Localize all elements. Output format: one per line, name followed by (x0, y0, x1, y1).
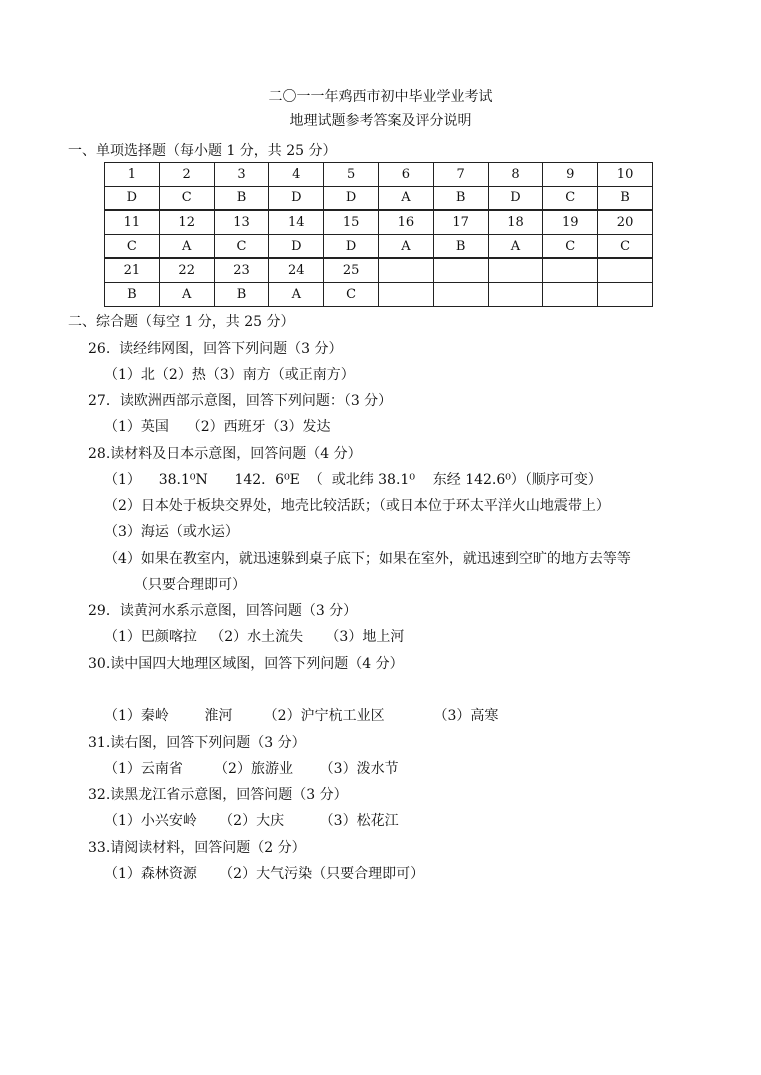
table-cell: 19 (543, 210, 598, 234)
table-row (105, 210, 653, 234)
doc-title: 二〇一一年鸡西市初中毕业学业考试 (268, 89, 493, 105)
table-cell: C (105, 234, 160, 258)
table-row (105, 258, 653, 282)
table-cell (543, 282, 598, 306)
table-cell: B (433, 186, 488, 210)
table-cell: 22 (159, 258, 214, 282)
table-cell: D (488, 186, 543, 210)
answer-table (104, 162, 653, 307)
table-cell: 17 (433, 210, 488, 234)
table-cell: A (159, 282, 214, 306)
table-cell (598, 258, 653, 282)
table-cell: 9 (543, 163, 598, 187)
table-cell: C (324, 282, 379, 306)
table-cell: A (159, 234, 214, 258)
table-cell: D (105, 186, 160, 210)
table-cell: 4 (269, 163, 324, 187)
table-cell: 14 (269, 210, 324, 234)
table-cell: 6 (378, 163, 433, 187)
section2-heading: 二、综合题（每空 1 分，共 25 分） (68, 314, 295, 330)
table-cell: 2 (159, 163, 214, 187)
table-cell: C (159, 186, 214, 210)
answer-31: （1）云南省 （2）旅游业 （3）泼水节 (104, 761, 399, 777)
answer-30: （1）秦岭 淮河 （2）沪宁杭工业区 （3）高寒 (104, 708, 499, 724)
table-cell: 10 (598, 163, 653, 187)
table-row (105, 282, 653, 306)
table-cell: C (543, 234, 598, 258)
answer-28-4: （4）如果在教室内，就迅速躲到桌子底下；如果在室外，就迅速到空旷的地方去等等 (104, 551, 631, 567)
section1-heading: 一、单项选择题（每小题 1 分，共 25 分） (68, 143, 337, 159)
answer-33: （1）森林资源 （2）大气污染（只要合理即可） (104, 866, 425, 882)
table-row (105, 234, 653, 258)
table-row (105, 163, 653, 187)
table-cell: C (598, 234, 653, 258)
answer-28-4-note: （只要合理即可） (134, 577, 246, 593)
answer-26: （1）北（2）热（3）南方（或正南方） (104, 367, 355, 383)
table-cell: 25 (324, 258, 379, 282)
answer-29: （1）巴颜喀拉 （2）水土流失 （3）地上河 (104, 629, 405, 645)
table-cell: B (105, 282, 160, 306)
table-cell: 20 (598, 210, 653, 234)
table-cell: 3 (214, 163, 269, 187)
table-cell: D (269, 234, 324, 258)
table-cell: 5 (324, 163, 379, 187)
table-cell (488, 282, 543, 306)
table-cell: A (269, 282, 324, 306)
table-cell (433, 258, 488, 282)
question-28: 28.读材料及日本示意图，回答问题（4 分） (88, 446, 362, 462)
question-29: 29．读黄河水系示意图，回答问题（3 分） (88, 603, 358, 619)
question-32: 32.读黑龙江省示意图，回答问题（3 分） (88, 787, 348, 803)
question-27: 27．读欧洲西部示意图，回答下列问题：（3 分） (88, 393, 393, 409)
table-cell (488, 258, 543, 282)
table-cell: D (324, 234, 379, 258)
table-cell: B (214, 282, 269, 306)
table-cell: A (378, 234, 433, 258)
answer-28-3: （3）海运（或水运） (104, 524, 239, 540)
table-cell: 11 (105, 210, 160, 234)
table-cell: D (324, 186, 379, 210)
table-cell: 23 (214, 258, 269, 282)
table-cell: 13 (214, 210, 269, 234)
answer-28-1: （1） 38.1⁰N 142．6⁰E （ 或北纬 38.1⁰ 东经 142.6⁰）（顺序可变） (104, 472, 602, 488)
table-cell: B (598, 186, 653, 210)
table-cell: 12 (159, 210, 214, 234)
table-cell (598, 282, 653, 306)
table-cell: 21 (105, 258, 160, 282)
table-cell: 8 (488, 163, 543, 187)
question-30: 30.读中国四大地理区域图，回答下列问题（4 分） (88, 656, 404, 672)
table-cell (378, 282, 433, 306)
question-31: 31.读右图，回答下列问题（3 分） (88, 735, 306, 751)
table-cell: B (433, 234, 488, 258)
table-cell: D (269, 186, 324, 210)
table-cell: 16 (378, 210, 433, 234)
table-cell: 24 (269, 258, 324, 282)
table-cell: 15 (324, 210, 379, 234)
table-cell: C (214, 234, 269, 258)
table-row (105, 186, 653, 210)
question-26: 26. 读经纬网图，回答下列问题（3 分） (88, 341, 343, 357)
table-cell: 18 (488, 210, 543, 234)
question-33: 33.请阅读材料，回答问题（2 分） (88, 840, 306, 856)
table-cell: A (378, 186, 433, 210)
table-cell: 7 (433, 163, 488, 187)
table-cell: A (488, 234, 543, 258)
answer-27: （1）英国 （2）西班牙（3）发达 (104, 419, 331, 435)
table-cell (378, 258, 433, 282)
table-cell (433, 282, 488, 306)
answer-32: （1）小兴安岭 （2）大庆 （3）松花江 (104, 813, 399, 829)
doc-subtitle: 地理试题参考答案及评分说明 (289, 113, 472, 129)
table-cell: B (214, 186, 269, 210)
table-cell: 1 (105, 163, 160, 187)
table-cell (543, 258, 598, 282)
answer-28-2: （2）日本处于板块交界处，地壳比较活跃；（或日本位于环太平洋火山地震带上） (104, 498, 610, 514)
table-cell: C (543, 186, 598, 210)
